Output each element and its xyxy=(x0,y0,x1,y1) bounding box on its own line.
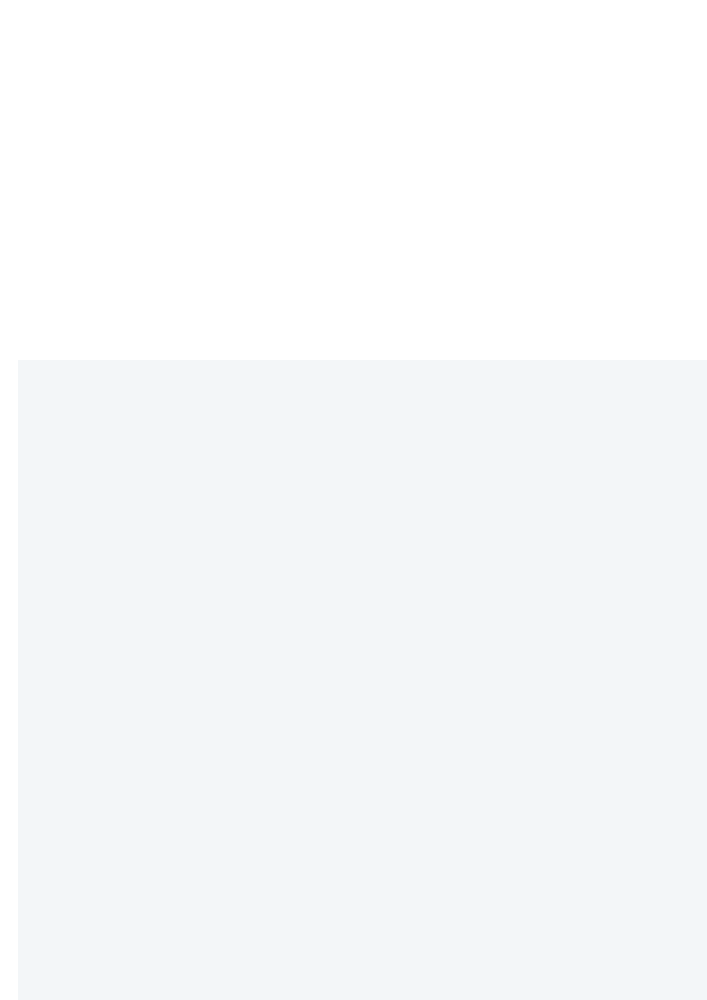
exploded-diagrams-panel xyxy=(18,360,707,1000)
top-drawings-panel xyxy=(0,0,707,340)
exploded-diagram-drawings xyxy=(18,360,707,1000)
axonometric-drawings xyxy=(0,0,707,340)
